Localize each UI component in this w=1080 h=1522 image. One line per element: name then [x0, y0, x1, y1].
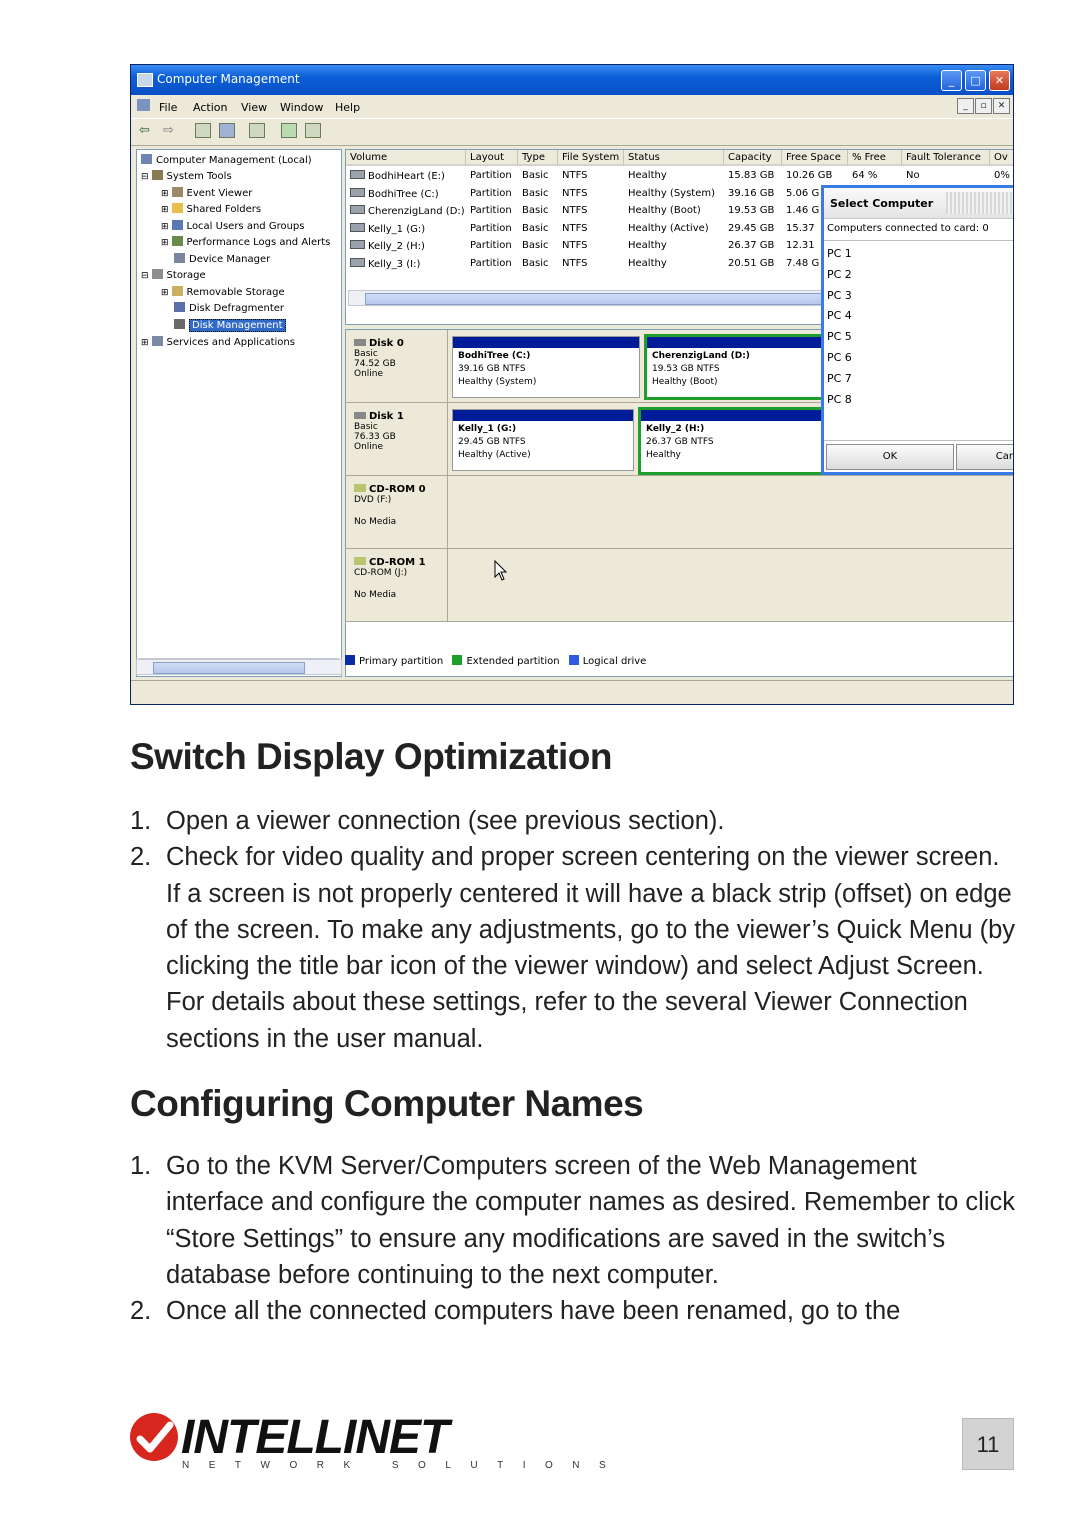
collapse-icon[interactable]: ⊟ — [141, 172, 149, 182]
list-number: 2. — [130, 843, 152, 872]
title-bar — [131, 65, 1014, 95]
computer-icon — [141, 154, 152, 164]
pc-list-item[interactable]: PC 3 — [827, 288, 852, 302]
partition-h[interactable]: Kelly_2 (H:) 26.37 GB NTFS Healthy — [638, 407, 1006, 475]
volume-cell[interactable]: NTFS — [562, 240, 588, 251]
storage-icon — [152, 269, 163, 279]
tree-item[interactable]: ⊞ Performance Logs and Alerts — [161, 237, 331, 248]
pc-list-item[interactable]: PC 8 — [827, 392, 852, 406]
volume-cell[interactable]: 15.37 — [786, 222, 815, 234]
volume-cell[interactable]: Healthy (Boot) — [628, 205, 701, 216]
expand-icon[interactable]: ⊞ — [161, 189, 169, 199]
volume-cell[interactable]: Partition — [470, 205, 512, 216]
cdrom-1-label[interactable]: CD-ROM 1 CD-ROM (J:) No Media — [346, 549, 448, 622]
partition-d[interactable]: CherenzigLand (D:) 19.53 GB NTFS Healthy (Boot) — [644, 334, 1014, 400]
pc-list-item[interactable]: PC 6 — [827, 351, 852, 364]
volume-cell[interactable]: 26.37 GB — [728, 240, 775, 251]
volume-cell[interactable]: Healthy — [628, 240, 667, 251]
legend — [345, 655, 646, 667]
tree-item[interactable]: ⊞ Event Viewer — [161, 188, 253, 199]
drive-icon — [350, 258, 365, 267]
page-number: 11 — [962, 1418, 1014, 1470]
mouse-cursor-icon — [494, 560, 508, 582]
tree-item[interactable]: Disk Defragmenter — [174, 302, 284, 314]
expand-icon[interactable]: ⊞ — [161, 222, 169, 232]
menu-view[interactable]: View — [241, 101, 268, 114]
list-text: Open a viewer connection (see previous section). — [166, 807, 725, 835]
tree-item[interactable]: ⊞ Shared Folders — [161, 204, 262, 215]
pc-list-item[interactable]: PC 5 — [827, 330, 852, 344]
menu-file[interactable]: File — [159, 101, 178, 114]
list-item — [130, 1293, 1020, 1329]
extended-partition-swatch — [452, 655, 462, 665]
cdrom-icon — [354, 557, 366, 565]
select-computer-dialog — [821, 185, 1014, 475]
section-heading-switch-display: Switch Display Optimization — [130, 736, 612, 777]
menu-window[interactable]: Window — [280, 101, 324, 114]
list-number: 2. — [130, 1297, 152, 1326]
mdi-restore-button[interactable]: ▫ — [975, 98, 992, 114]
scroll-thumb[interactable] — [153, 662, 305, 674]
forward-arrow-icon[interactable]: ⇨ — [163, 122, 174, 137]
list-text: Once all the connected computers have been renamed, go to the — [166, 1297, 901, 1326]
volume-cell[interactable]: NTFS — [562, 205, 588, 216]
event-viewer-icon — [172, 187, 183, 197]
performance-icon — [172, 236, 183, 246]
menu-help[interactable]: Help — [335, 101, 361, 114]
expand-icon[interactable]: ⊞ — [161, 238, 169, 248]
menu-action[interactable]: Action — [193, 101, 228, 114]
list-number: 1. — [130, 807, 152, 835]
primary-partition-swatch — [345, 655, 355, 665]
legend-primary: Primary partition — [359, 656, 444, 667]
users-icon — [172, 220, 183, 230]
volume-cell[interactable]: Partition — [470, 240, 512, 251]
cdrom-0-label[interactable]: CD-ROM 0 DVD (F:) No Media — [346, 476, 448, 549]
intellinet-logo-mark — [130, 1413, 178, 1461]
tree-item[interactable]: ⊞ Removable Storage — [161, 287, 285, 298]
status-bar — [131, 680, 1014, 705]
mdi-minimize-button[interactable]: _ — [957, 98, 974, 114]
dialog-grip — [946, 192, 1014, 214]
volume-cell[interactable]: Healthy (Active) — [628, 222, 709, 234]
expand-icon[interactable]: ⊞ — [141, 338, 149, 348]
tools-icon — [152, 170, 163, 180]
pc-list-item[interactable]: PC 7 — [827, 371, 852, 385]
column-header[interactable]: Free Space — [782, 150, 848, 166]
intellinet-logo-text: INTELLINET — [181, 1411, 449, 1464]
properties-icon[interactable] — [249, 123, 265, 138]
volume-cell[interactable]: Basic — [522, 257, 549, 269]
volume-cell[interactable]: 12.31 — [786, 240, 815, 251]
tree-item[interactable]: Device Manager — [174, 253, 270, 265]
volume-cell[interactable]: NTFS — [562, 170, 588, 181]
tree-item[interactable]: ⊟ Storage — [141, 270, 206, 281]
dialog-title: Select Computer — [830, 197, 934, 210]
volume-cell[interactable]: 15.83 GB — [728, 170, 775, 181]
close-button[interactable]: ✕ — [989, 70, 1010, 91]
mdi-close-button[interactable]: ✕ — [993, 98, 1010, 114]
drive-icon — [350, 205, 365, 214]
drive-icon — [350, 170, 365, 179]
disk-management-icon — [174, 319, 185, 329]
collapse-icon[interactable]: ⊟ — [141, 271, 149, 281]
volume-cell[interactable]: Basic — [522, 222, 549, 234]
drive-icon — [350, 188, 365, 197]
volume-cell[interactable]: NTFS — [562, 187, 588, 199]
volume-cell[interactable]: 5.06 G — [786, 187, 820, 199]
tree-item[interactable]: Computer Management (Local) — [141, 154, 312, 166]
legend-extended: Extended partition — [466, 656, 560, 667]
disk-icon — [354, 412, 366, 419]
volume-cell[interactable]: 20.51 GB — [728, 257, 775, 269]
column-header[interactable]: File System — [558, 150, 624, 166]
tree-item[interactable]: ⊞ Local Users and Groups — [161, 221, 305, 232]
volume-cell[interactable]: 1.46 G — [786, 205, 820, 216]
window-title: Computer Management — [157, 72, 300, 86]
computer-management-icon — [137, 73, 153, 87]
show-hide-tree-icon[interactable] — [219, 123, 235, 138]
maximize-button[interactable]: □ — [965, 70, 986, 91]
volume-cell[interactable]: Partition — [470, 257, 512, 269]
legend-logical: Logical drive — [582, 656, 647, 667]
minimize-button[interactable]: _ — [941, 70, 962, 91]
computer-management-screenshot — [130, 64, 1014, 705]
tree-item-disk-management[interactable]: Disk Management — [174, 319, 286, 331]
column-header[interactable]: Fault Tolerance — [902, 150, 990, 166]
switch-display-steps — [130, 803, 1020, 1057]
computer-names-steps — [130, 1148, 1020, 1329]
help-icon[interactable] — [281, 123, 297, 138]
tree-item[interactable]: ⊟ System Tools — [141, 171, 232, 182]
disk-1-label[interactable]: Disk 1 Basic 76.33 GB Online — [346, 403, 448, 476]
volume-cell[interactable]: NTFS — [562, 222, 588, 234]
partition-g[interactable]: Kelly_1 (G:) 29.45 GB NTFS Healthy (Active) — [452, 409, 634, 471]
volume-cell[interactable]: Healthy — [628, 257, 667, 269]
defragmenter-icon — [174, 302, 185, 312]
list-text: Go to the KVM Server/Computers screen of the Web Management interface and configure the computer names as desired. Remember to click “Store Settings” to ensure any modifications are saved in the switch’s database before continuing to the next computer. — [166, 1152, 1015, 1289]
device-manager-icon — [174, 253, 185, 263]
disk-icon — [354, 339, 366, 346]
back-arrow-icon[interactable]: ⇦ — [139, 122, 150, 137]
pc-list-item[interactable]: PC 4 — [827, 309, 852, 323]
column-header[interactable]: Ov — [990, 150, 1014, 166]
volume-name-cell[interactable]: BodhiHeart (E:) — [350, 170, 445, 182]
volume-cell[interactable]: Healthy — [628, 170, 667, 181]
volume-cell[interactable]: 64 % — [852, 170, 878, 181]
ok-button[interactable]: OK — [826, 444, 954, 470]
dialog-title-bar — [824, 188, 1014, 219]
list-item — [130, 839, 1020, 1057]
services-icon — [152, 336, 163, 346]
list-item — [130, 1148, 1020, 1293]
app-menu-icon[interactable] — [137, 99, 150, 111]
volume-cell[interactable]: Partition — [470, 187, 512, 199]
column-header[interactable]: Status — [624, 150, 724, 166]
volume-cell[interactable]: No — [906, 170, 920, 181]
shared-folders-icon — [172, 203, 183, 213]
partition-c[interactable]: BodhiTree (C:) 39.16 GB NTFS Healthy (System) — [452, 336, 640, 398]
volume-cell[interactable]: Basic — [522, 187, 549, 199]
divider — [824, 440, 1014, 441]
volume-name-cell[interactable]: Kelly_1 (G:) — [350, 223, 425, 235]
dialog-subtitle: Computers connected to card: 0 — [827, 223, 989, 234]
logical-drive-swatch — [569, 655, 579, 665]
column-header[interactable]: Layout — [466, 150, 518, 166]
volume-cell[interactable]: 39.16 GB — [728, 187, 775, 199]
pc-list-item[interactable]: PC 1 — [827, 247, 852, 260]
disk-0-label[interactable]: Disk 0 Basic 74.52 GB Online — [346, 330, 448, 403]
cancel-button[interactable]: Car — [956, 444, 1014, 470]
volume-name-cell[interactable]: CherenzigLand (D:) — [350, 205, 465, 217]
volume-cell[interactable]: Basic — [522, 170, 549, 181]
volume-cell[interactable]: Basic — [522, 205, 549, 216]
volume-name-cell[interactable]: BodhiTree (C:) — [350, 188, 439, 200]
volume-name-cell[interactable]: Kelly_3 (I:) — [350, 258, 420, 270]
cdrom-1-area — [448, 549, 1014, 622]
drive-icon — [350, 240, 365, 249]
column-header[interactable]: Capacity — [724, 150, 782, 166]
volume-cell[interactable]: 7.48 G — [786, 257, 820, 269]
drive-icon — [350, 223, 365, 232]
expand-icon[interactable]: ⊞ — [161, 205, 169, 215]
column-header[interactable]: Volume — [346, 150, 466, 166]
divider — [824, 240, 1014, 241]
pc-list-item[interactable]: PC 2 — [827, 267, 852, 281]
console-tree — [136, 149, 342, 677]
tree-item[interactable]: ⊞ Services and Applications — [141, 337, 295, 348]
section-heading-computer-names: Configuring Computer Names — [130, 1083, 644, 1124]
cdrom-0-area — [448, 476, 1014, 549]
volume-name-cell[interactable]: Kelly_2 (H:) — [350, 240, 425, 252]
volume-cell[interactable]: Partition — [470, 222, 512, 234]
expand-icon[interactable]: ⊞ — [161, 288, 169, 298]
volume-cell[interactable]: Basic — [522, 240, 549, 251]
volume-cell[interactable]: 19.53 GB — [728, 205, 775, 216]
tree-bottom-scrollbar[interactable] — [136, 659, 342, 675]
list-number: 1. — [130, 1152, 152, 1180]
column-header[interactable]: Type — [518, 150, 558, 166]
list-item — [130, 803, 1020, 839]
volume-cell[interactable]: NTFS — [562, 257, 588, 269]
up-folder-icon[interactable] — [195, 123, 211, 138]
volume-cell[interactable]: 10.26 GB — [786, 170, 833, 181]
checkmark-icon — [130, 1413, 178, 1461]
removable-storage-icon — [172, 286, 183, 296]
export-icon[interactable] — [305, 123, 321, 138]
volume-cell[interactable]: Healthy (System) — [628, 187, 716, 199]
logo-tagline: NETWORK SOLUTIONS — [182, 1460, 626, 1471]
volume-cell[interactable]: Partition — [470, 170, 512, 181]
volume-cell[interactable]: 29.45 GB — [728, 222, 775, 234]
cdrom-icon — [354, 484, 366, 492]
list-text: Check for video quality and proper screen centering on the viewer screen. If a screen is not properly centered it will have a black strip (offset) on edge of the screen. To make any adjustments, go to the viewer’s Quick Menu (by clicking the title bar icon of the viewer window) and select Adjust Screen. For details about these settings, refer to the several Viewer Connection sections in the user manual. — [166, 843, 1016, 1053]
column-header[interactable]: % Free — [848, 150, 902, 166]
volume-cell[interactable]: 0% — [994, 170, 1010, 181]
